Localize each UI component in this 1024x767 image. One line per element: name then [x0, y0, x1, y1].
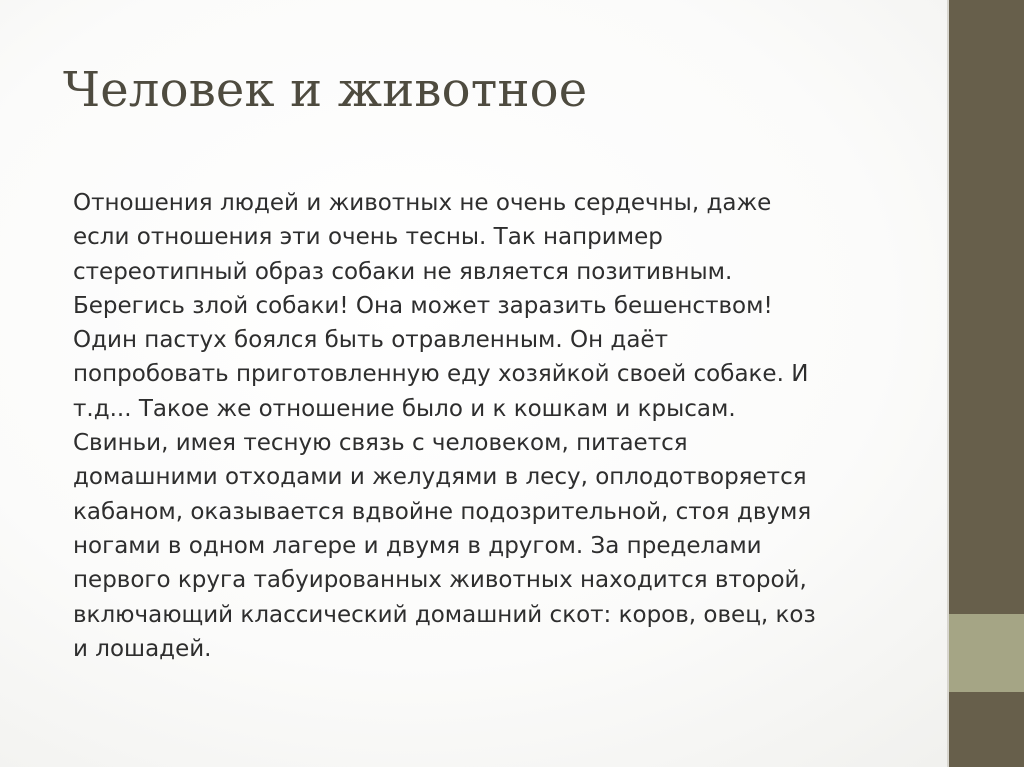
slide-body-text: Отношения людей и животных не очень сердечны, даже если отношения эти очень тесны. Так например стереотипный образ собаки не является позитивным. Берегись злой собаки! Она может заразить бешенством! Один пастух боялся быть отравленным. Он даёт попробовать приготовленную еду хозяйкой своей собаке. И т.д... Такое же отношение было и к кошкам и крысам. Свиньи, имея тесную связь с человеком, питается домашними отходами и желудями в лесу, оплодотворяется кабаном, оказывается вдвойне подозрительной, стоя двумя ногами в одном лагере и двумя в другом. За пределами первого круга табуированных животных находится второй, включающий классический домашний скот: коров, овец, коз и лошадей.: [73, 190, 816, 662]
slide-title: Человек и животное: [63, 62, 588, 118]
sidebar-accent-block: [949, 614, 1024, 692]
decorative-sidebar: [949, 0, 1024, 767]
